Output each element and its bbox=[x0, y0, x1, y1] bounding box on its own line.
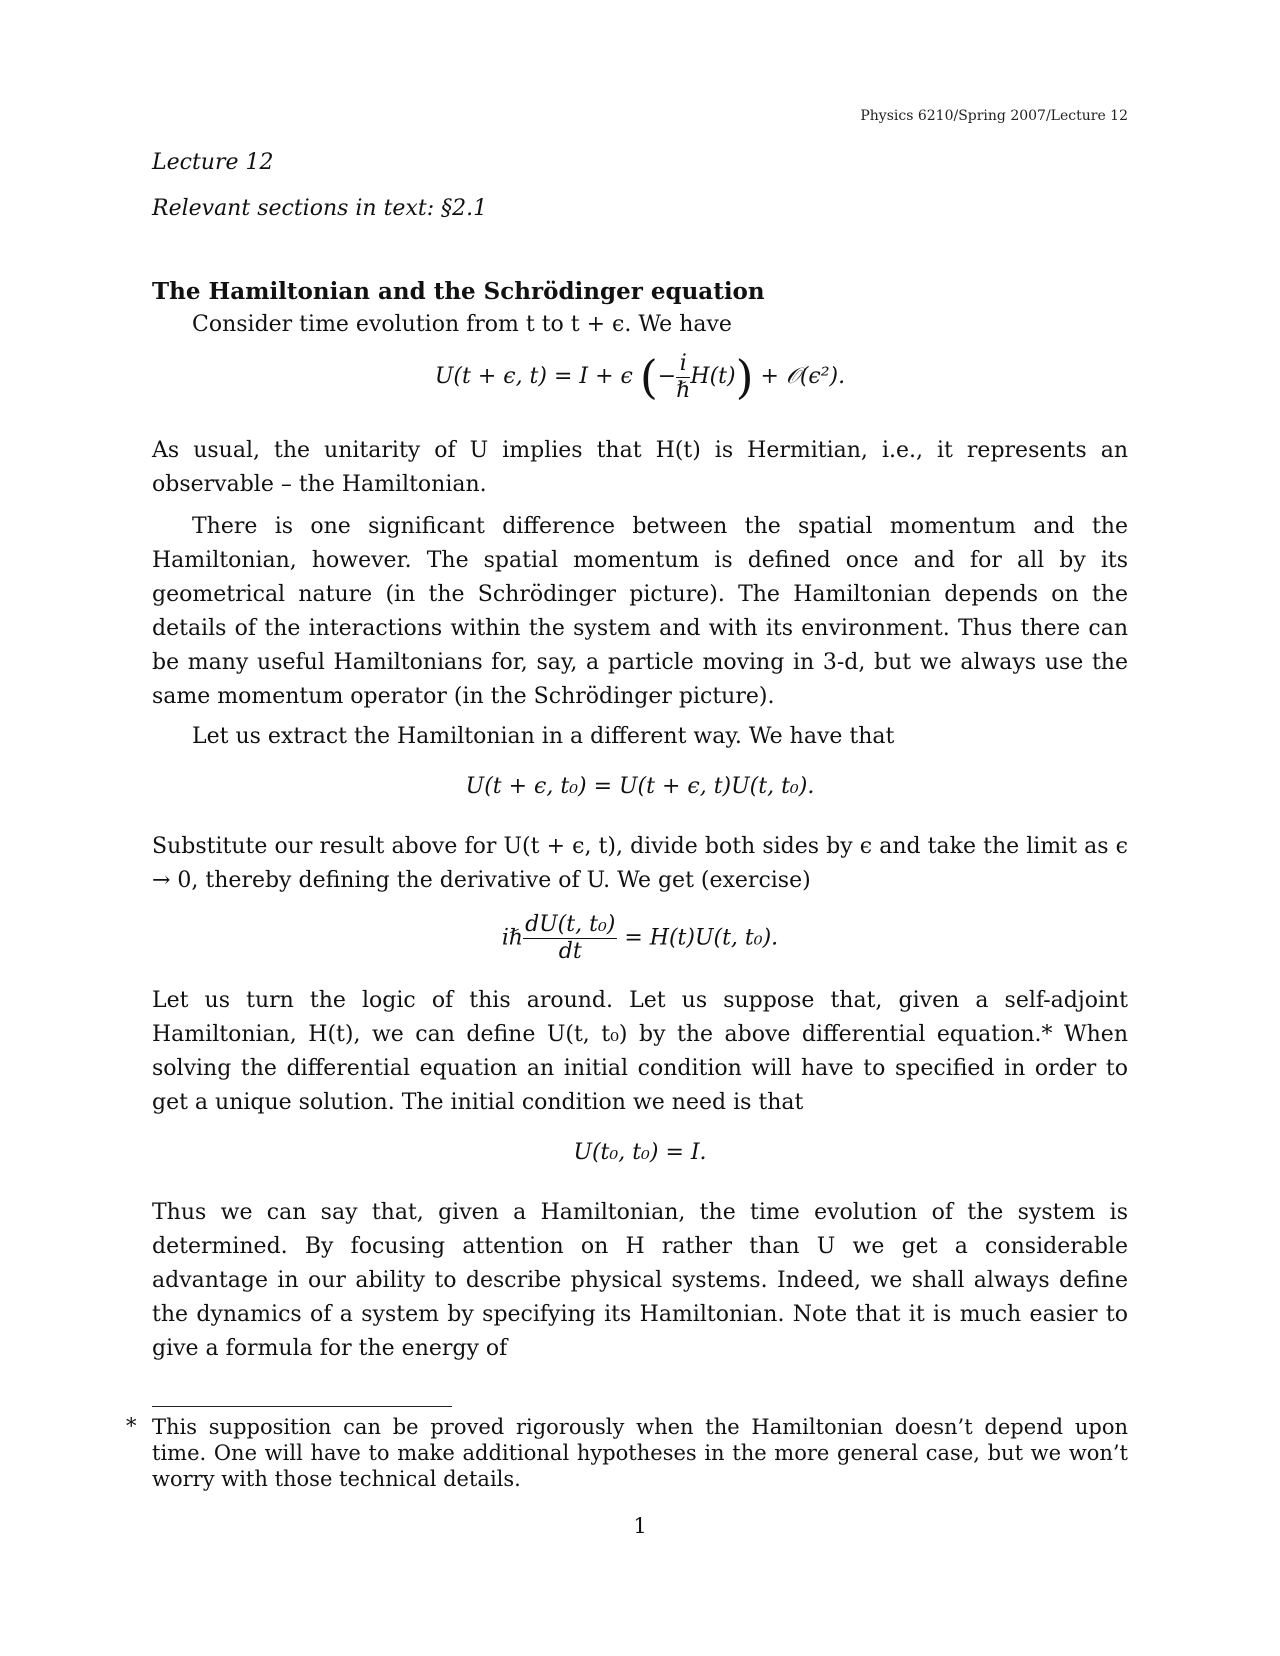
paragraph-5: Substitute our result above for U(t + ϵ, t), divide both sides by ϵ and take the limit as ϵ → 0, thereby defining the derivative of U. We get (exercise) bbox=[152, 834, 1128, 893]
footnote-mark: * bbox=[126, 1414, 137, 1438]
footnote-rule bbox=[152, 1406, 452, 1407]
paragraph-4: Let us extract the Hamiltonian in a different way. We have that bbox=[192, 724, 895, 749]
eq3-rhs: = H(t)U(t, t₀). bbox=[624, 925, 779, 951]
eq1-right-paren: ) bbox=[735, 350, 754, 404]
paragraph-6: Let us turn the logic of this around. Let us suppose that, given a self-adjoint Hamiltonian, H(t), we can define U(t, t₀) by the above differential equation.* When solving the differential equation an initial condition will have to specified in order to get a unique solution. The initial condition we need is that bbox=[152, 988, 1128, 1115]
eq1-numerator: i bbox=[676, 351, 690, 378]
paragraph-7: Thus we can say that, given a Hamiltonian, the time evolution of the system is determined. By focusing attention on H rather than U we get a considerable advantage in our ability to describe physical systems. Indeed, we shall always define the dynamics of a system by specifying its Hamiltonian. Note that it is much easier to give a formula for the energy of bbox=[152, 1200, 1128, 1361]
paragraph-3: There is one significant difference between the spatial momentum and the Hamiltonian, however. The spatial momentum is defined once and for all by its geometrical nature (in the Schrödinger picture). The Hamiltonian depends on the details of the interactions within the system and with its environment. Thus there can be many useful Hamiltonians for, say, a particle moving in 3-d, but we always use the same momentum operator (in the Schrödinger picture). bbox=[152, 514, 1128, 709]
running-head: Physics 6210/Spring 2007/Lecture 12 bbox=[860, 108, 1128, 124]
equation-4: U(t₀, t₀) = I. bbox=[573, 1140, 707, 1165]
paragraph-1: Consider time evolution from t to t + ϵ. We have bbox=[192, 312, 732, 337]
eq3-numerator: dU(t, t₀) bbox=[525, 912, 616, 937]
section-heading: The Hamiltonian and the Schrödinger equation bbox=[152, 278, 765, 305]
equation-2: U(t + ϵ, t₀) = U(t + ϵ, t)U(t, t₀). bbox=[465, 774, 815, 799]
eq1-lhs: U(t + ϵ, t) = I + ϵ bbox=[434, 364, 633, 389]
eq1-tail: + 𝒪(ϵ²). bbox=[760, 364, 846, 389]
footnote-text: This supposition can be proved rigorously when the Hamiltonian doesn’t depend upon time. One will have to make additional hypotheses in the more general case, but we won’t worry with those technical details. bbox=[152, 1415, 1128, 1491]
eq3-denominator: dt bbox=[558, 939, 582, 964]
equation-3 bbox=[152, 912, 1128, 965]
eq3-fraction bbox=[523, 912, 617, 965]
paragraph-2: As usual, the unitarity of U implies that H(t) is Hermitian, i.e., it represents an observable – the Hamiltonian. bbox=[152, 438, 1128, 497]
relevant-sections: Relevant sections in text: §2.1 bbox=[152, 196, 488, 221]
lecture-title: Lecture 12 bbox=[152, 150, 274, 175]
page-number: 1 bbox=[633, 1514, 647, 1538]
equation-1: U(t + ϵ, t) = I + ϵ (− $\frac{i}{\text{ℏ}}$ H(t)) + 𝒪(ϵ²). bbox=[434, 350, 846, 404]
eq1-left-paren: ( bbox=[639, 350, 658, 404]
eq3-prefix: iℏ bbox=[501, 925, 524, 951]
eq1-denominator: ℏ bbox=[676, 377, 691, 403]
eq1-fraction bbox=[676, 351, 690, 404]
eq1-inner: H(t) bbox=[690, 364, 736, 389]
